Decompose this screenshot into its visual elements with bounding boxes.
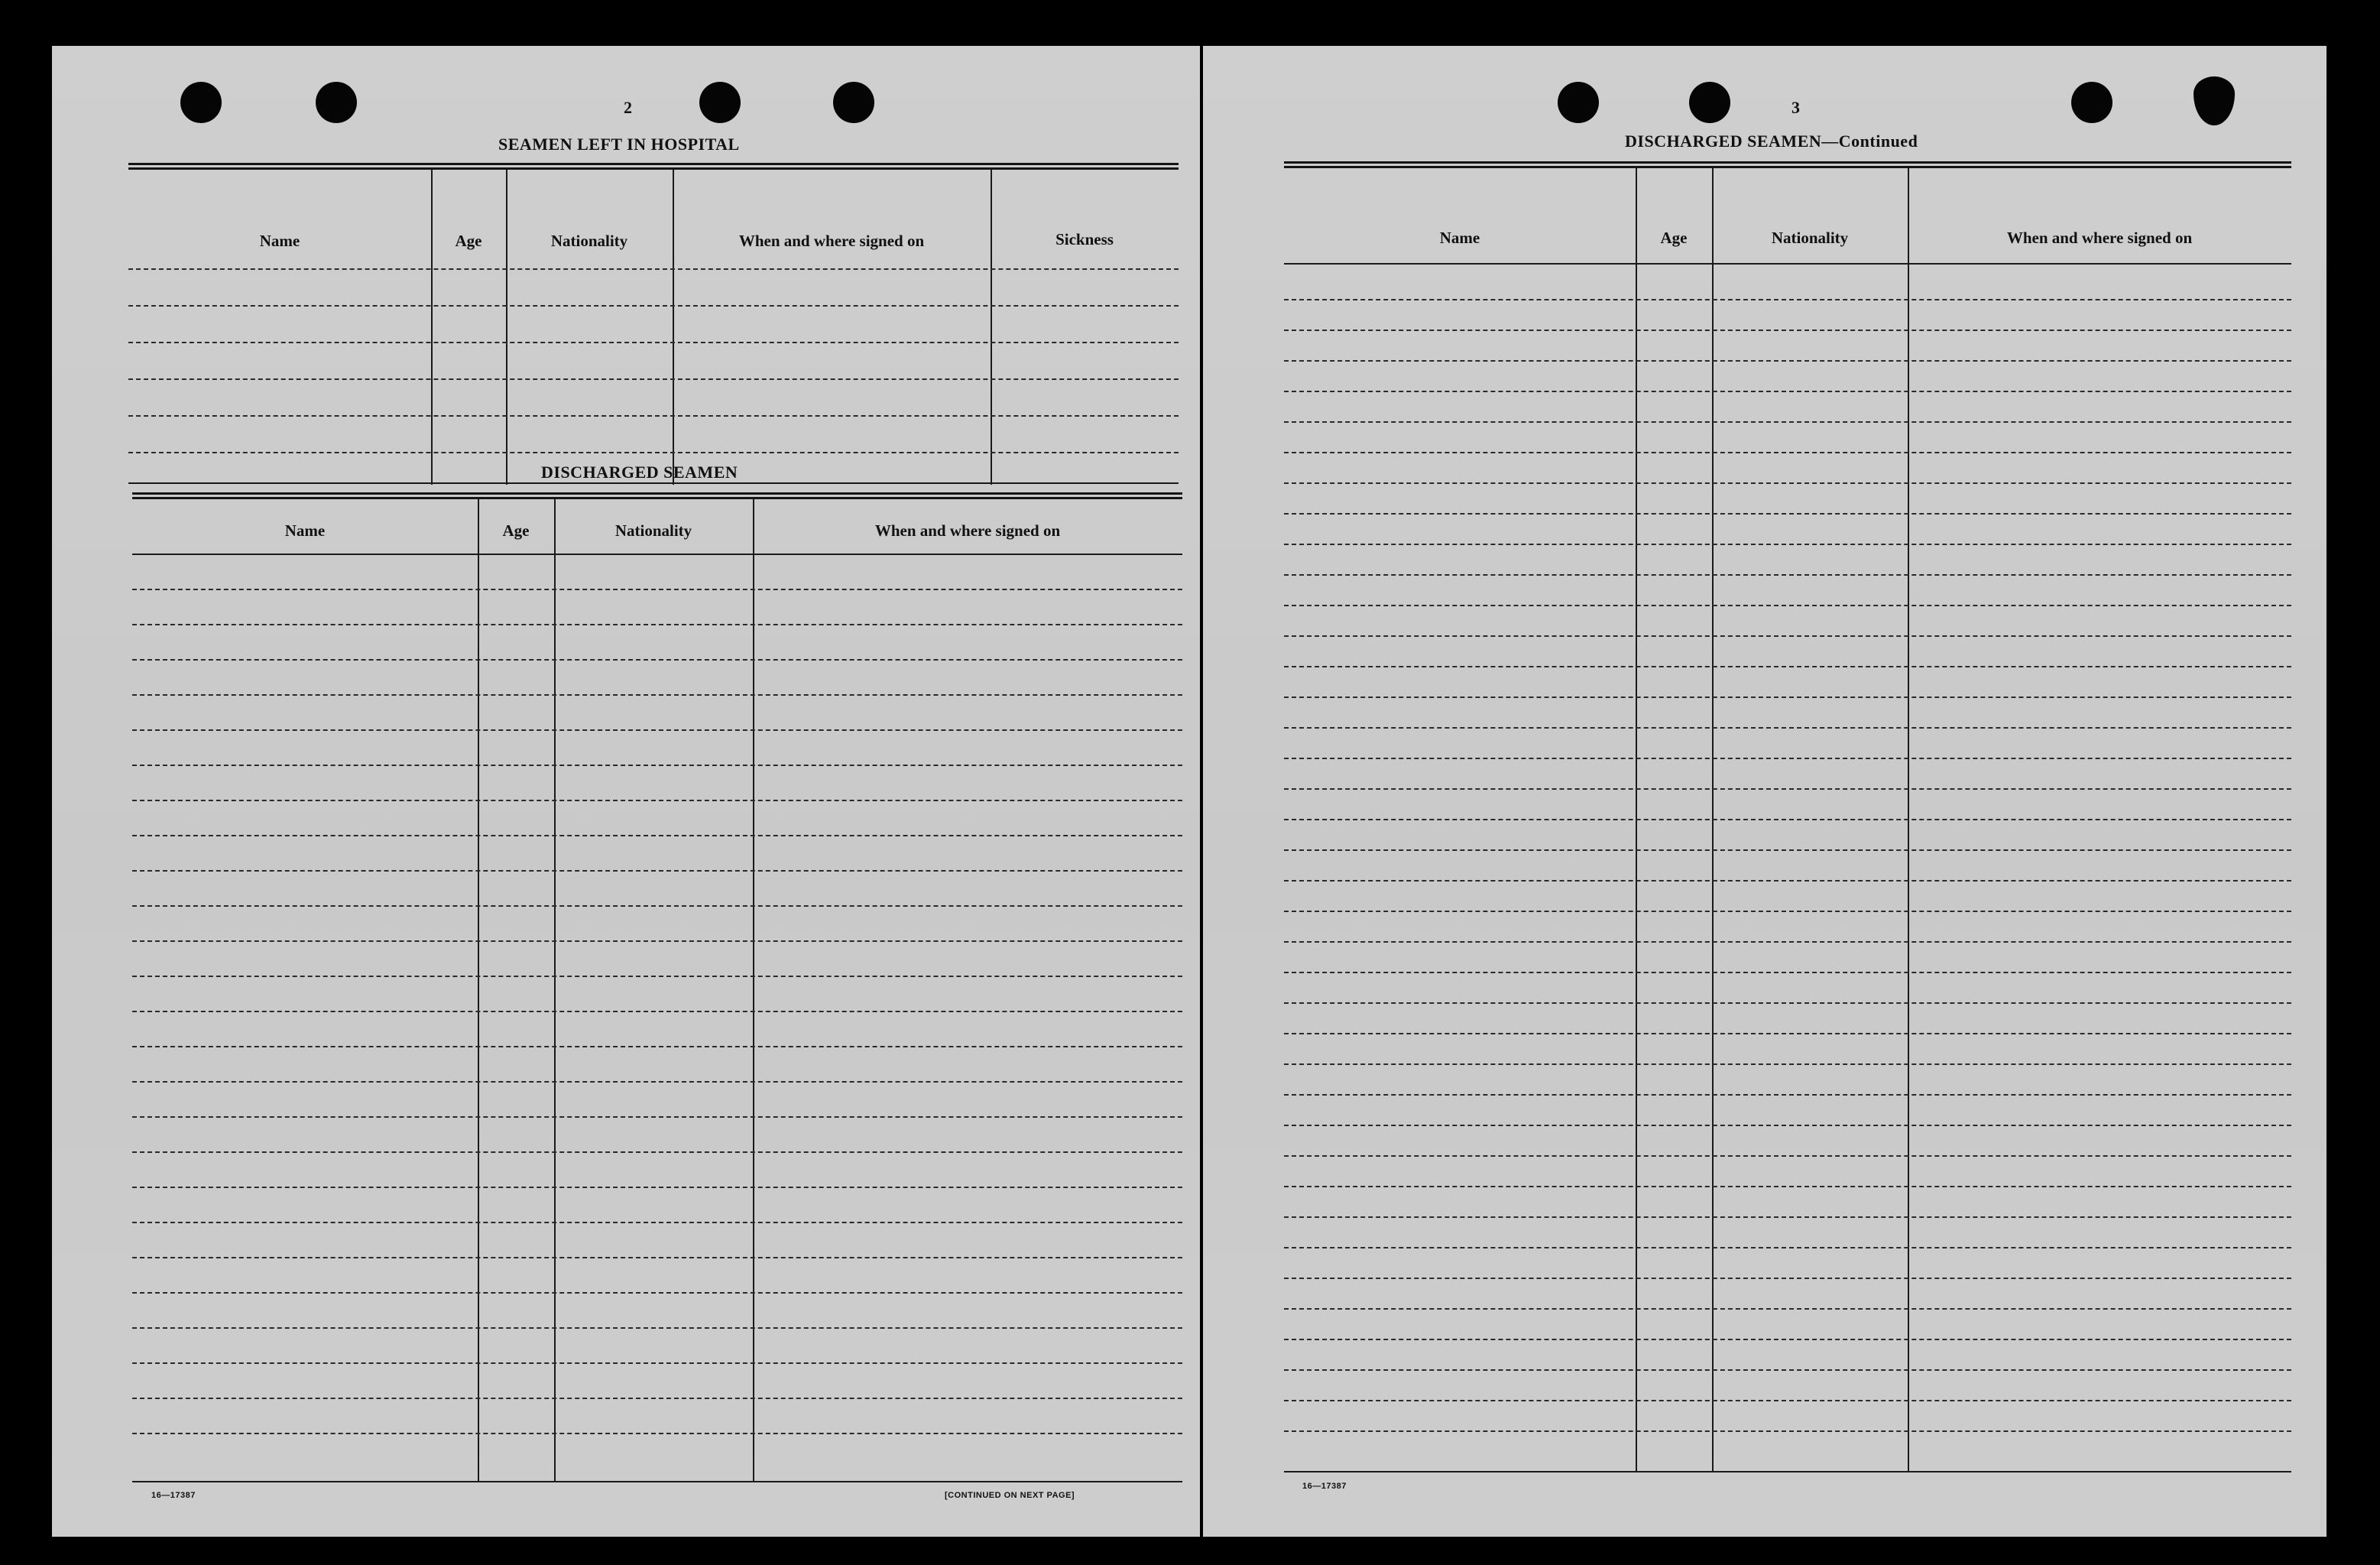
form-number: 16—17387	[151, 1491, 196, 1500]
continued-header-age: Age	[1660, 229, 1688, 247]
discharged-section-title: DISCHARGED SEAMEN	[541, 463, 738, 482]
hospital-table	[128, 169, 1179, 485]
right-form-page	[1203, 46, 2326, 1537]
hospital-header-sickness: Sickness	[1055, 230, 1114, 248]
form-number: 16—17387	[1302, 1482, 1347, 1491]
page-number: 2	[624, 98, 632, 117]
discharged-continued-title	[1625, 131, 1918, 151]
discharged-header-age: Age	[502, 521, 530, 540]
hospital-header-signed-on: When and where signed on	[738, 232, 925, 250]
discharged-continued-table	[1284, 167, 2291, 1472]
title-continued: —Continued	[1821, 131, 1918, 151]
discharged-header-name: Name	[284, 521, 326, 540]
discharged-header-nationality: Nationality	[614, 521, 692, 540]
punch-hole	[1558, 82, 1599, 123]
title-main: DISCHARGED SEAMEN	[1625, 131, 1822, 151]
punch-hole	[2071, 82, 2112, 123]
punch-hole	[316, 82, 357, 123]
discharged-header-signed-on: When and where signed on	[874, 521, 1061, 540]
discharged-table	[132, 498, 1182, 1482]
continued-note: [CONTINUED ON NEXT PAGE]	[945, 1491, 1075, 1500]
continued-header-name: Name	[1439, 229, 1480, 247]
hospital-header-age: Age	[455, 232, 482, 250]
punch-hole	[2194, 76, 2235, 125]
continued-header-nationality: Nationality	[1771, 229, 1849, 247]
left-form-page	[52, 46, 1200, 1537]
punch-hole	[1689, 82, 1730, 123]
hospital-header-nationality: Nationality	[550, 232, 628, 250]
hospital-header-name: Name	[259, 232, 300, 250]
continued-header-signed-on: When and where signed on	[2006, 229, 2193, 247]
punch-hole	[833, 82, 874, 123]
page-number: 3	[1791, 98, 1800, 117]
hospital-section-title: SEAMEN LEFT IN HOSPITAL	[498, 135, 740, 154]
punch-hole	[180, 82, 222, 123]
punch-hole	[699, 82, 741, 123]
